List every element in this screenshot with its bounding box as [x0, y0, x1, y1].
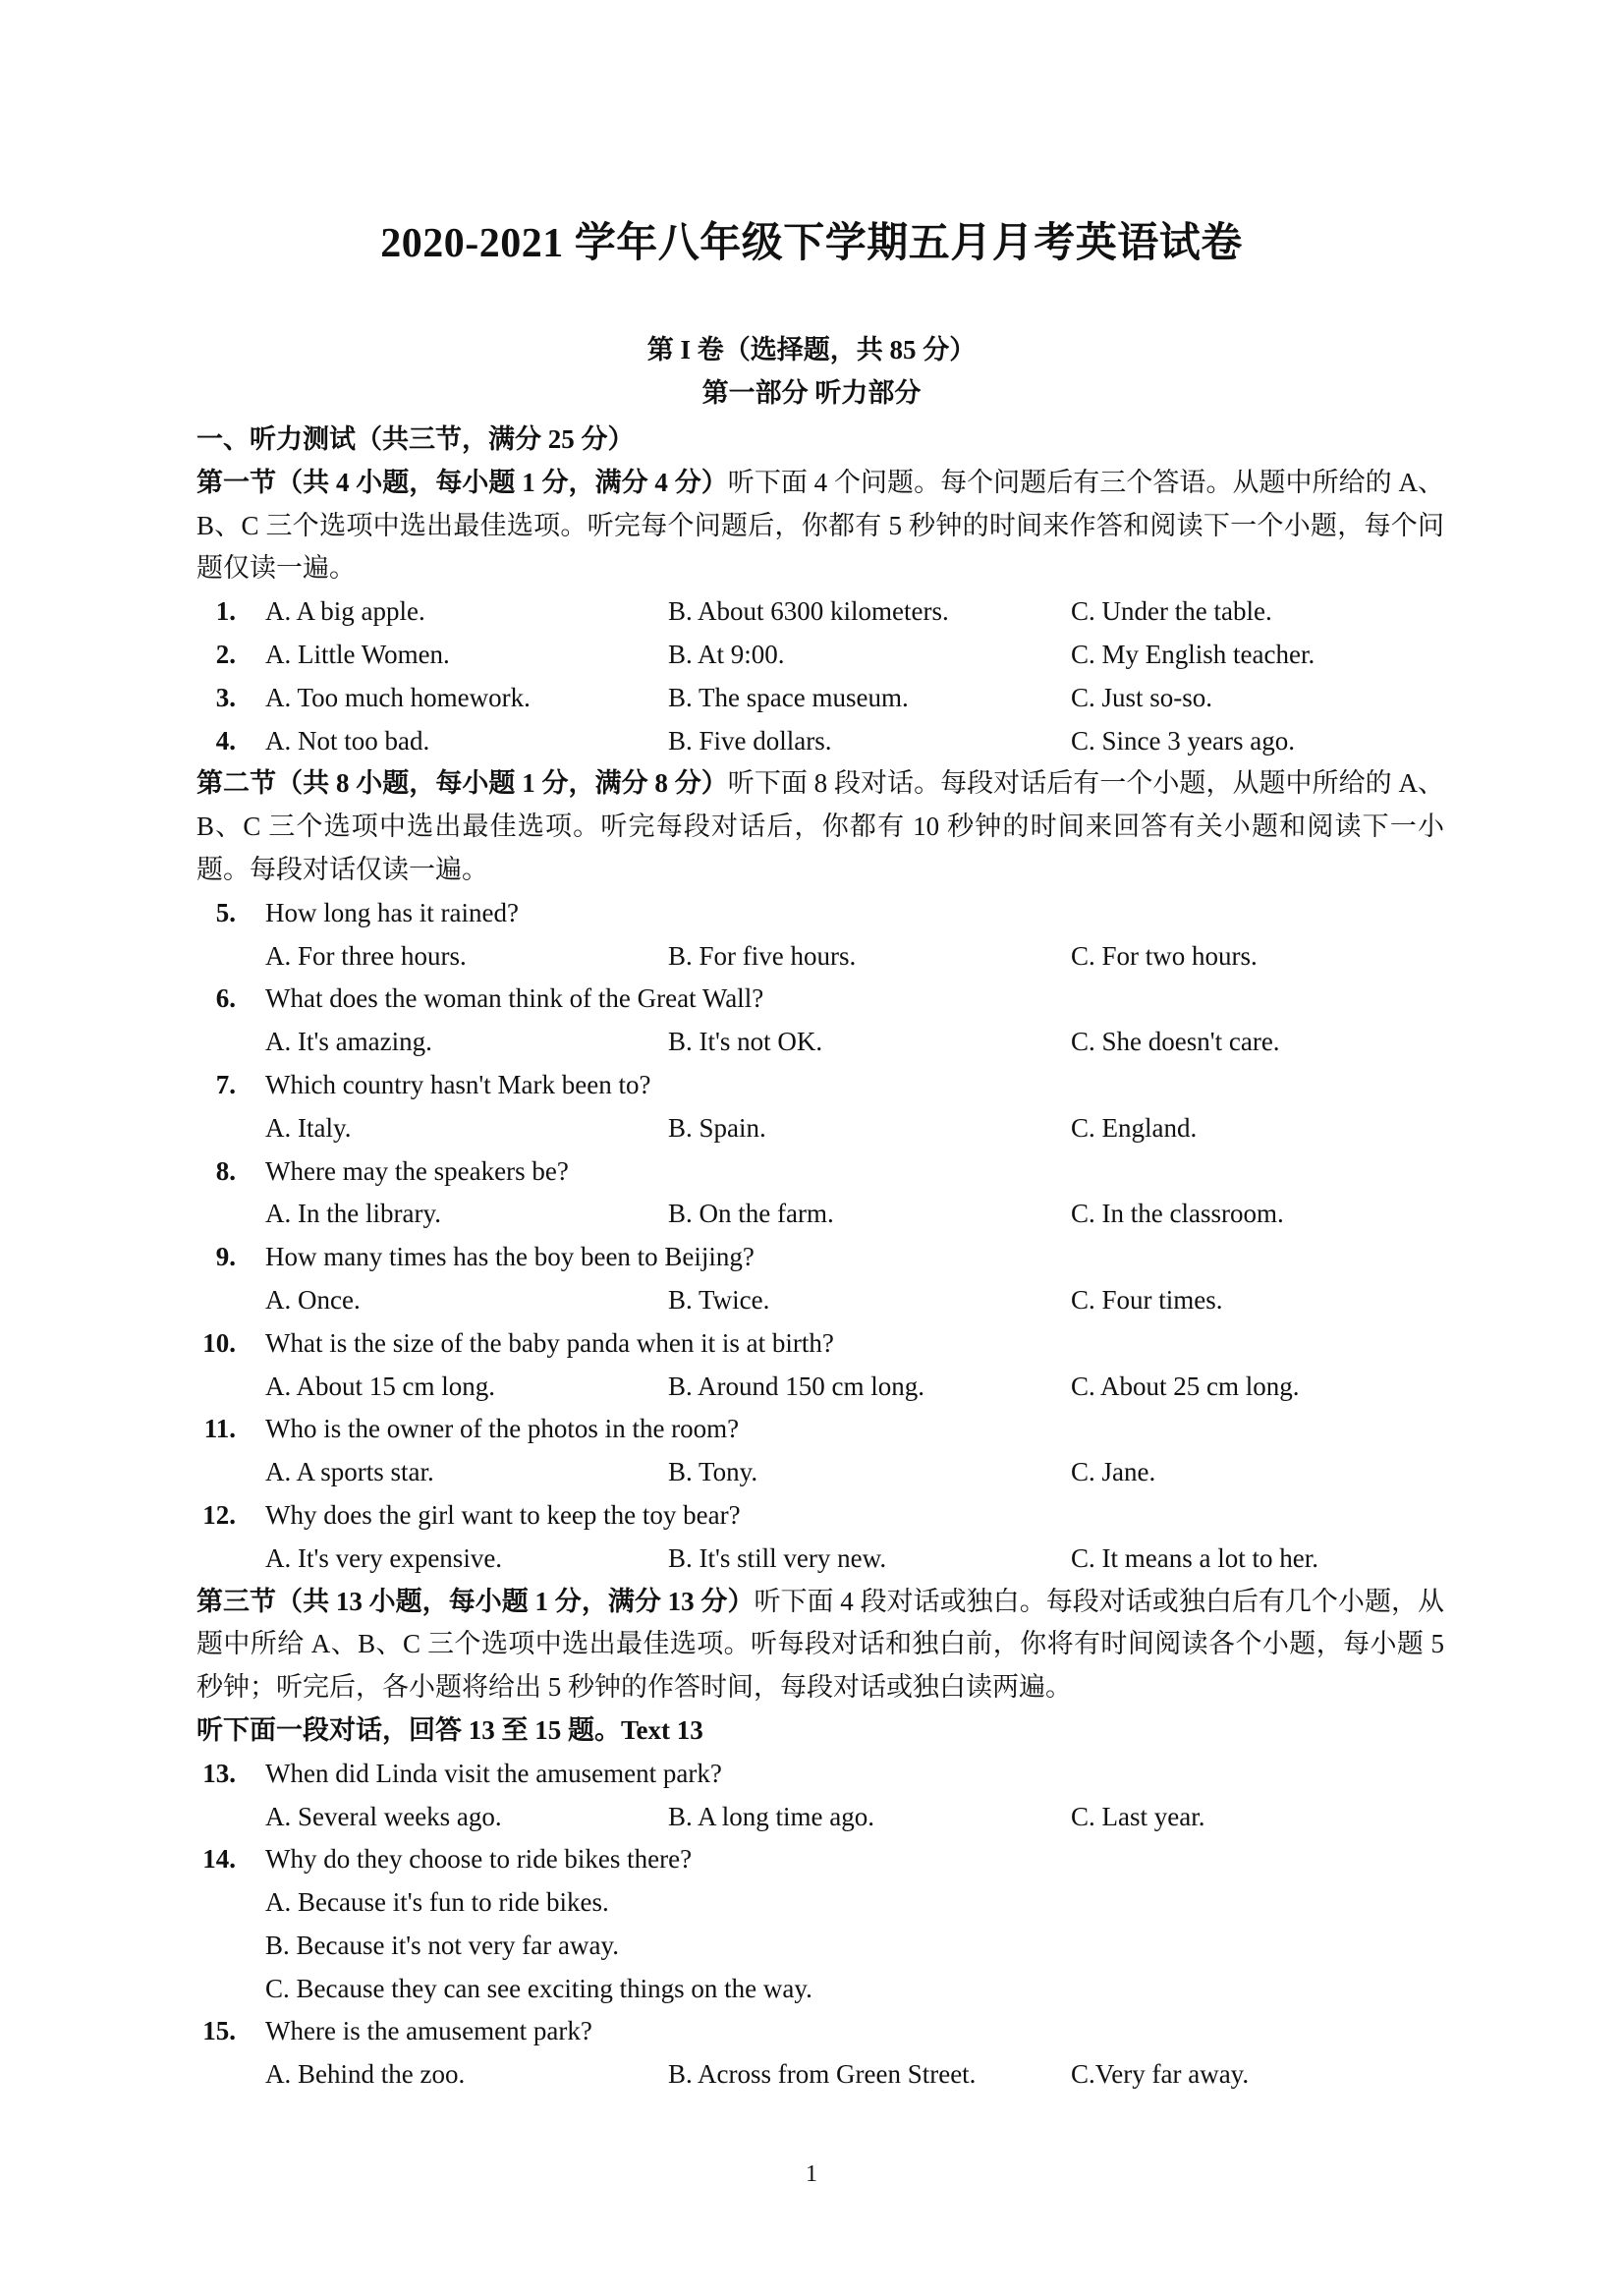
option-a: A. It's very expensive. [265, 1542, 503, 1573]
question-13-options [196, 1796, 1444, 1839]
section3-head: 第三节（共 13 小题，每小题 1 分，满分 13 分） [196, 1586, 755, 1616]
section2-head: 第二节（共 8 小题，每小题 1 分，满分 8 分） [196, 768, 728, 799]
question-9 [196, 1236, 1444, 1279]
option-a: A. Once. [265, 1284, 361, 1315]
option-a: A. For three hours. [265, 940, 467, 971]
question-10 [196, 1322, 1444, 1366]
option-a: A. Behind the zoo. [265, 2059, 466, 2090]
option-b: B. For five hours. [668, 940, 857, 971]
question-text: Where is the amusement park? [265, 2016, 592, 2046]
question-number: 7. [215, 1069, 236, 1099]
option-a: A. Not too bad. [265, 725, 430, 756]
option-b: B. Across from Green Street. [668, 2059, 977, 2090]
option-c: C. Jane. [1071, 1457, 1156, 1487]
option-c: C. Because they can see exciting things on the way. [265, 1973, 812, 2003]
option-a: A. Too much homework. [265, 682, 531, 712]
question-15-options [196, 2053, 1444, 2097]
section2-text: 听下面 8 段对话。每段对话后有一个小题，从题中所给的 A、B、C 三个选项中选出最佳选项。听完每段对话后，你都有 10 秒钟的时间来回答有关小题和阅读下一小题。每段对话仅读一遍。 [196, 768, 1445, 884]
question-11 [196, 1408, 1444, 1451]
question-text: How long has it rained? [265, 897, 519, 927]
question-number: 15. [202, 2016, 236, 2046]
question-text: Why do they choose to ride bikes there? [265, 1844, 693, 1875]
question-number: 2. [215, 639, 236, 669]
option-b: B. It's not OK. [668, 1027, 823, 1057]
page-number: 1 [806, 2161, 817, 2187]
option-a: A. It's amazing. [265, 1027, 432, 1057]
question-8 [196, 1150, 1444, 1194]
option-b: B. Around 150 cm long. [668, 1371, 924, 1401]
option-a: A. A sports star. [265, 1457, 434, 1487]
question-text: Why does the girl want to keep the toy bear? [265, 1499, 741, 1530]
option-b: B. Five dollars. [668, 725, 832, 756]
option-c: C. My English teacher. [1071, 639, 1315, 669]
option-a: A. In the library. [265, 1199, 441, 1229]
question-9-options [196, 1279, 1444, 1322]
option-c: C. It means a lot to her. [1071, 1542, 1318, 1573]
option-c: C. About 25 cm long. [1071, 1371, 1300, 1401]
question-6-options [196, 1021, 1444, 1064]
question-8-options [196, 1193, 1444, 1236]
option-a: A. Several weeks ago. [265, 1801, 502, 1831]
question-2 [196, 634, 1444, 677]
volume-heading: 第 I 卷（选择题，共 85 分） [646, 335, 977, 364]
question-5 [196, 892, 1444, 935]
question-text: When did Linda visit the amusement park? [265, 1758, 722, 1788]
question-number: 12. [202, 1499, 236, 1530]
option-c: C.Very far away. [1071, 2059, 1250, 2090]
option-b: B. At 9:00. [668, 639, 785, 669]
question-15 [196, 2010, 1444, 2053]
question-7-options [196, 1107, 1444, 1150]
option-c: C. Just so-so. [1071, 682, 1213, 712]
question-14-option-c-row [196, 1968, 1444, 2011]
question-text: Who is the owner of the photos in the room? [265, 1414, 740, 1444]
question-10-options [196, 1366, 1444, 1409]
option-b: B. The space museum. [668, 682, 909, 712]
section3-text: 听下面 4 段对话或独白。每段对话或独白后有几个小题，从题中所给 A、B、C 三个选项中选出最佳选项。听每段对话和独白前，你将有时间阅读各个小题，每小题 5 秒钟；听完后，各小题将给出 5 秒钟的作答时间，每段对话或独白读两遍。 [196, 1586, 1444, 1703]
option-c: C. Last year. [1071, 1801, 1205, 1831]
part-heading: 第一部分 听力部分 [701, 378, 922, 408]
question-6 [196, 978, 1444, 1021]
text13-heading: 听下面一段对话，回答 13 至 15 题。Text 13 [196, 1714, 703, 1745]
option-b: B. It's still very new. [668, 1542, 887, 1573]
question-14 [196, 1838, 1444, 1881]
question-14-option-a-row [196, 1881, 1444, 1925]
question-number: 3. [215, 682, 236, 712]
exam-title: 2020-2021 学年八年级下学期五月月考英语试卷 [380, 221, 1243, 266]
option-c: C. Since 3 years ago. [1071, 725, 1295, 756]
question-number: 9. [215, 1242, 236, 1272]
question-text: What does the woman think of the Great Wall? [265, 983, 764, 1014]
question-1 [196, 590, 1444, 634]
question-text: Where may the speakers be? [265, 1155, 569, 1186]
option-b: B. Twice. [668, 1284, 770, 1315]
option-b: B. On the farm. [668, 1199, 834, 1229]
option-b: B. Spain. [668, 1112, 766, 1143]
question-number: 5. [215, 897, 236, 927]
question-3 [196, 677, 1444, 720]
question-7 [196, 1064, 1444, 1107]
question-number: 8. [215, 1155, 236, 1186]
question-number: 10. [202, 1327, 236, 1358]
option-c: C. She doesn't care. [1071, 1027, 1280, 1057]
question-text: What is the size of the baby panda when it is at birth? [265, 1327, 834, 1358]
option-a: A. Italy. [265, 1112, 352, 1143]
option-b: B. About 6300 kilometers. [668, 596, 949, 627]
question-number: 14. [202, 1844, 236, 1875]
section1-instructions [196, 462, 1444, 590]
option-a: A. A big apple. [265, 596, 425, 627]
option-a: A. Because it's fun to ride bikes. [265, 1887, 609, 1918]
question-14-option-b-row [196, 1925, 1444, 1968]
option-c: C. In the classroom. [1071, 1199, 1284, 1229]
question-number: 13. [202, 1758, 236, 1788]
question-12 [196, 1494, 1444, 1538]
listening-heading: 一、听力测试（共三节，满分 25 分） [196, 424, 635, 454]
question-11-options [196, 1451, 1444, 1494]
section3-instructions [196, 1581, 1444, 1709]
question-text: Which country hasn't Mark been to? [265, 1069, 651, 1099]
option-b: B. Because it's not very far away. [265, 1930, 619, 1960]
question-number: 4. [215, 725, 236, 756]
question-number: 1. [215, 596, 236, 627]
option-b: B. Tony. [668, 1457, 758, 1487]
option-b: B. A long time ago. [668, 1801, 875, 1831]
section1-head: 第一节（共 4 小题，每小题 1 分，满分 4 分） [196, 467, 728, 497]
question-number: 11. [203, 1414, 236, 1444]
question-text: How many times has the boy been to Beijing? [265, 1242, 755, 1272]
question-12-options [196, 1538, 1444, 1581]
exam-content [196, 419, 1444, 2097]
option-c: C. England. [1071, 1112, 1198, 1143]
option-a: A. About 15 cm long. [265, 1371, 495, 1401]
question-number: 6. [215, 983, 236, 1014]
option-c: C. Under the table. [1071, 596, 1272, 627]
option-a: A. Little Women. [265, 639, 450, 669]
question-5-options [196, 935, 1444, 979]
section1-text: 听下面 4 个问题。每个问题后有三个答语。从题中所给的 A、B、C 三个选项中选出最佳选项。听完每个问题后，你都有 5 秒钟的时间来作答和阅读下一个小题，每个问题仅读一遍。 [196, 467, 1445, 584]
option-c: C. Four times. [1071, 1284, 1223, 1315]
question-4 [196, 720, 1444, 763]
section2-instructions [196, 762, 1444, 891]
option-c: C. For two hours. [1071, 940, 1258, 971]
question-13 [196, 1753, 1444, 1796]
